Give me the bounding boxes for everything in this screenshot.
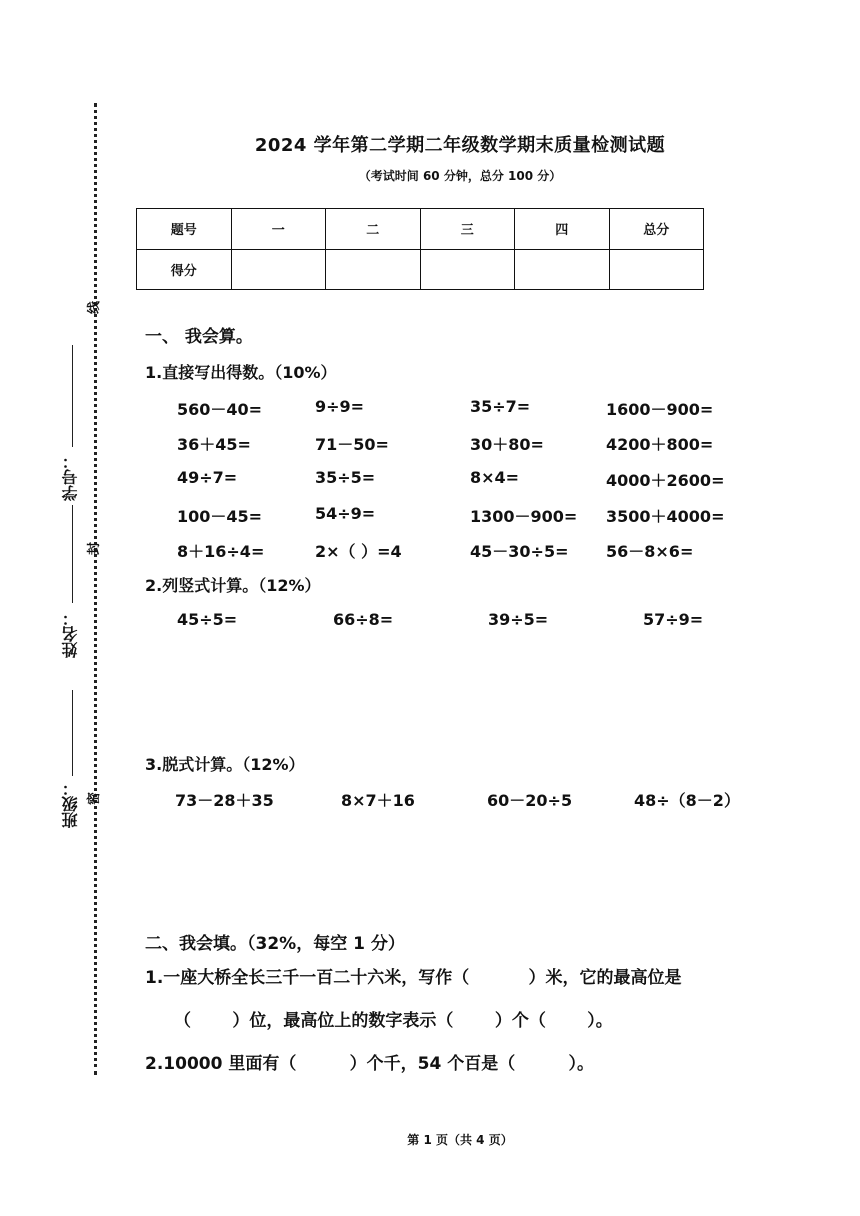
score-cell[interactable] xyxy=(420,249,515,290)
score-header-cell: 二 xyxy=(326,209,421,250)
id-blank-line xyxy=(72,345,73,447)
q1-title: 1.直接写出得数。（10%） xyxy=(145,363,337,382)
section1-title: 一、 我会算。 xyxy=(145,327,253,347)
page-footer: 第 1 页（共 4 页） xyxy=(407,1133,513,1147)
q2-title: 2.列竖式计算。（12%） xyxy=(145,576,321,595)
score-row-label: 得分 xyxy=(137,249,232,290)
q1-item: 8×4= xyxy=(470,468,520,487)
q1-item: 36＋45= xyxy=(177,435,251,454)
score-header-cell: 四 xyxy=(515,209,610,250)
q3-title: 3.脱式计算。（12%） xyxy=(145,755,305,774)
q2-item: 66÷8= xyxy=(333,610,394,629)
q1-item: 45－30÷5= xyxy=(470,542,569,561)
score-table xyxy=(136,208,704,290)
name-blank-line xyxy=(72,505,73,603)
exam-title: 2024 学年第二学期二年级数学期末质量检测试题 xyxy=(254,135,666,156)
score-header-cell: 总分 xyxy=(609,209,704,250)
q1-item: 1600－900= xyxy=(606,400,714,419)
q1-item: 49÷7= xyxy=(177,468,238,487)
q1-item: 71－50= xyxy=(315,435,389,454)
q3-item: 73－28＋35 xyxy=(175,791,274,810)
q1-item: 35÷5= xyxy=(315,468,376,487)
score-header-cell: 三 xyxy=(420,209,515,250)
seal-char-feng: 封 xyxy=(87,541,103,556)
q1-item: 8＋16÷4= xyxy=(177,542,265,561)
q1-item: 4200＋800= xyxy=(606,435,714,454)
name-label: 姓名： xyxy=(61,610,80,658)
q1-item: 3500＋4000= xyxy=(606,507,725,526)
class-label: 班级： xyxy=(61,780,80,828)
q2-item: 45÷5= xyxy=(177,610,238,629)
seal-char-mi: 密 xyxy=(87,791,103,806)
q1-item: 56－8×6= xyxy=(606,542,694,561)
s2-q1-line2: （ ）位，最高位上的数字表示（ ）个（ ）。 xyxy=(174,1011,613,1031)
s2-q2-line: 2.10000 里面有（ ）个千，54 个百是（ ）。 xyxy=(145,1054,594,1074)
q1-item: 54÷9= xyxy=(315,504,376,523)
score-header-cell: 一 xyxy=(231,209,326,250)
q1-item: 100－45= xyxy=(177,507,263,526)
exam-subtitle: （考试时间 60 分钟，总分 100 分） xyxy=(358,169,562,183)
q1-item: 1300－900= xyxy=(470,507,578,526)
q3-item: 60－20÷5 xyxy=(487,791,573,810)
binding-dotted-line xyxy=(94,103,97,1075)
score-table-header-row xyxy=(137,209,704,250)
score-header-cell: 题号 xyxy=(137,209,232,250)
s2-q1-line1: 1.一座大桥全长三千一百二十六米，写作（ ）米，它的最高位是 xyxy=(145,968,682,988)
q2-item: 57÷9= xyxy=(643,610,704,629)
q1-item: 4000＋2600= xyxy=(606,471,725,490)
score-cell[interactable] xyxy=(231,249,326,290)
q2-item: 39÷5= xyxy=(488,610,549,629)
q1-item: 2×（ ）=4 xyxy=(315,542,402,561)
section2-title: 二、我会填。（32%，每空 1 分） xyxy=(145,934,405,954)
score-table-score-row xyxy=(137,249,704,290)
score-cell[interactable] xyxy=(609,249,704,290)
q1-item: 560－40= xyxy=(177,400,263,419)
score-cell[interactable] xyxy=(515,249,610,290)
q1-item: 9÷9= xyxy=(315,397,365,416)
q1-item: 35÷7= xyxy=(470,397,531,416)
q1-item: 30＋80= xyxy=(470,435,544,454)
student-id-label: 学号： xyxy=(61,453,80,501)
score-cell[interactable] xyxy=(326,249,421,290)
seal-char-xian: 线 xyxy=(87,300,103,315)
q3-item: 48÷（8－2） xyxy=(634,791,740,810)
q3-item: 8×7＋16 xyxy=(341,791,415,810)
class-blank-line xyxy=(72,690,73,776)
